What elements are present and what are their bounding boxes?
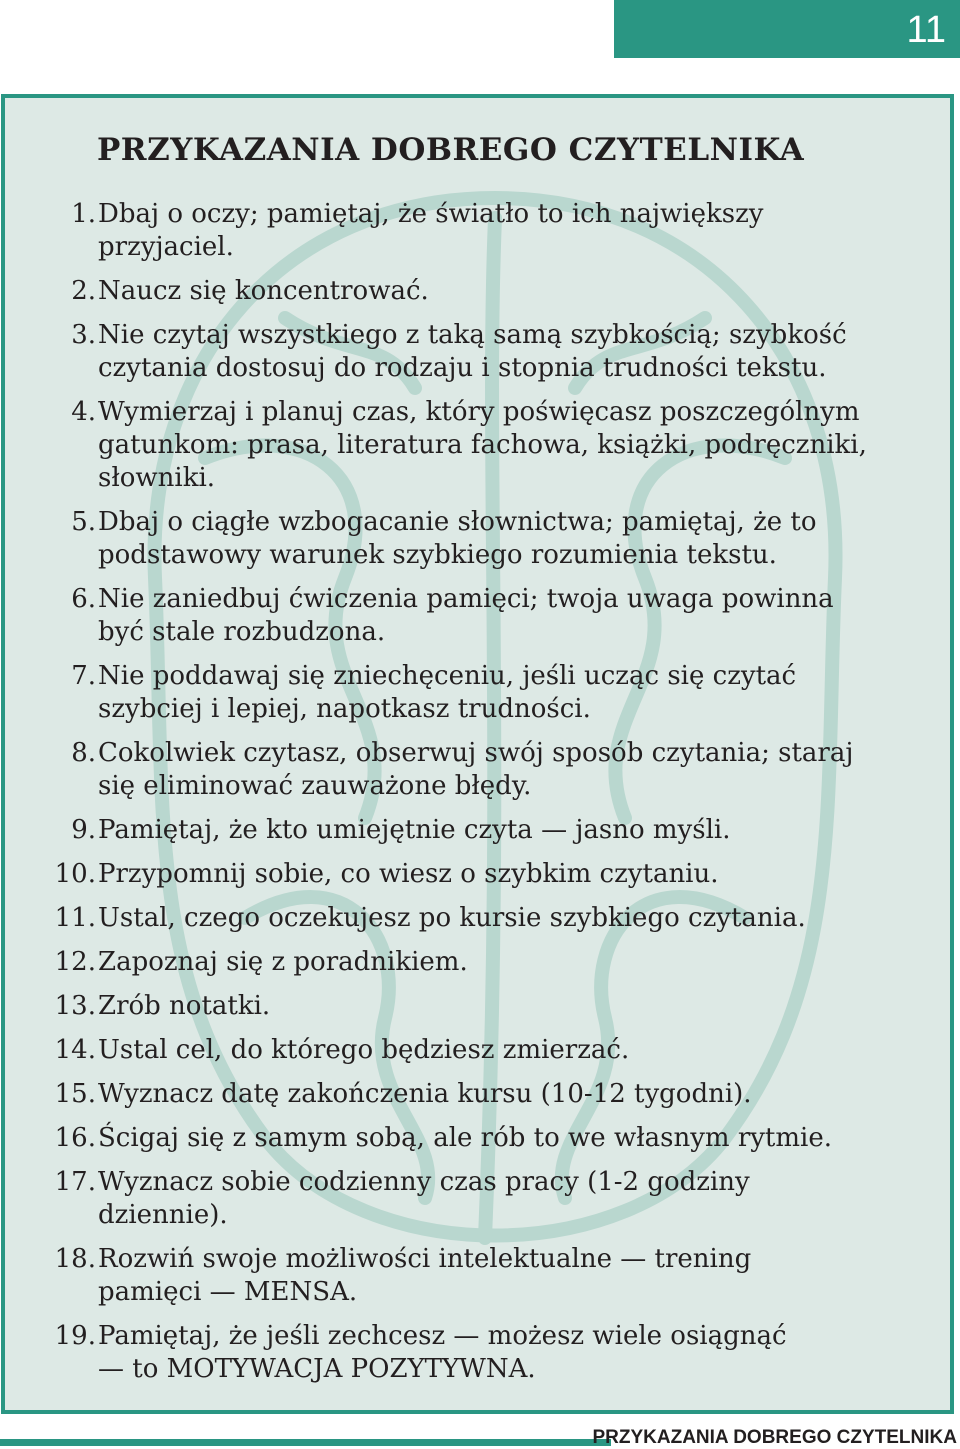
item-number: 11. — [54, 903, 96, 933]
item-text: Rozwiń swoje możliwości intelektualne — trening pamięci — MENSA. — [98, 1244, 752, 1307]
item-number: 1. — [71, 199, 96, 229]
item-number: 15. — [54, 1079, 96, 1109]
list-item — [5, 583, 950, 649]
item-number: 18. — [54, 1244, 96, 1274]
list-item — [5, 275, 950, 308]
item-text: Dbaj o ciągłe wzbogacanie słownictwa; pamiętaj, że to podstawowy warunek szybkiego rozumienia tekstu. — [98, 507, 817, 570]
commandments-list — [5, 198, 950, 1397]
item-text: Wymierzaj i planuj czas, który poświęcasz poszczególnym gatunkom: prasa, literatura fachowa, książki, podręczniki, słowniki. — [98, 397, 867, 493]
list-item — [5, 737, 950, 803]
item-text: Cokolwiek czytasz, obserwuj swój sposób czytania; staraj się eliminować zauważone błędy. — [98, 738, 854, 801]
item-text: Przypomnij sobie, co wiesz o szybkim czytaniu. — [98, 859, 719, 889]
item-number: 2. — [71, 276, 96, 306]
item-text: Wyznacz datę zakończenia kursu (10-12 tygodni). — [98, 1079, 752, 1109]
item-text: Ścigaj się z samym sobą, ale rób to we własnym rytmie. — [98, 1123, 833, 1153]
item-number: 3. — [71, 320, 96, 350]
item-number: 19. — [54, 1321, 96, 1351]
list-item — [5, 1122, 950, 1155]
item-text: Nie czytaj wszystkiego z taką samą szybkością; szybkość czytania dostosuj do rodzaju i stopnia trudności tekstu. — [98, 320, 847, 383]
list-item — [5, 396, 950, 495]
list-item — [5, 506, 950, 572]
item-text: Ustal cel, do którego będziesz zmierzać. — [98, 1035, 630, 1065]
list-item — [5, 660, 950, 726]
list-item — [5, 946, 950, 979]
item-text: Pamiętaj, że jeśli zechcesz — możesz wiele osiągnąć — to MOTYWACJA POZYTYWNA. — [98, 1321, 787, 1384]
list-item — [5, 1034, 950, 1067]
item-number: 17. — [54, 1167, 96, 1197]
item-number: 6. — [71, 584, 96, 614]
item-number: 9. — [71, 815, 96, 845]
item-text: Pamiętaj, że kto umiejętnie czyta — jasno myśli. — [98, 815, 731, 845]
item-number: 7. — [71, 661, 96, 691]
item-text: Nie zaniedbuj ćwiczenia pamięci; twoja uwaga powinna być stale rozbudzona. — [98, 584, 834, 647]
page-number: 11 — [906, 9, 946, 51]
list-item — [5, 1320, 950, 1386]
item-text: Wyznacz sobie codzienny czas pracy (1-2 godziny dziennie). — [98, 1167, 750, 1230]
list-item — [5, 1166, 950, 1232]
item-text: Dbaj o oczy; pamiętaj, że światło to ich największy przyjaciel. — [98, 199, 764, 262]
item-text: Zapoznaj się z poradnikiem. — [98, 947, 468, 977]
item-number: 13. — [54, 991, 96, 1021]
item-text: Naucz się koncentrować. — [98, 276, 429, 306]
item-text: Ustal, czego oczekujesz po kursie szybkiego czytania. — [98, 903, 806, 933]
page-number-tab — [614, 0, 960, 58]
item-text: Zrób notatki. — [98, 991, 271, 1021]
item-number: 8. — [71, 738, 96, 768]
item-number: 16. — [54, 1123, 96, 1153]
item-text: Nie poddawaj się zniechęceniu, jeśli ucząc się czytać szybciej i lepiej, napotkasz trudności. — [98, 661, 797, 724]
running-footer: PRZYKAZANIA DOBREGO CZYTELNIKA — [592, 1427, 957, 1448]
item-number: 14. — [54, 1035, 96, 1065]
item-number: 5. — [71, 507, 96, 537]
footer-bar — [0, 1439, 611, 1446]
commandments-panel — [1, 94, 954, 1414]
list-item — [5, 814, 950, 847]
list-item — [5, 319, 950, 385]
list-item — [5, 198, 950, 264]
item-number: 4. — [71, 397, 96, 427]
item-number: 10. — [54, 859, 96, 889]
list-item — [5, 990, 950, 1023]
page-title: PRZYKAZANIA DOBREGO CZYTELNIKA — [97, 132, 805, 168]
list-item — [5, 902, 950, 935]
item-number: 12. — [54, 947, 96, 977]
list-item — [5, 1243, 950, 1309]
list-item — [5, 1078, 950, 1111]
list-item — [5, 858, 950, 891]
